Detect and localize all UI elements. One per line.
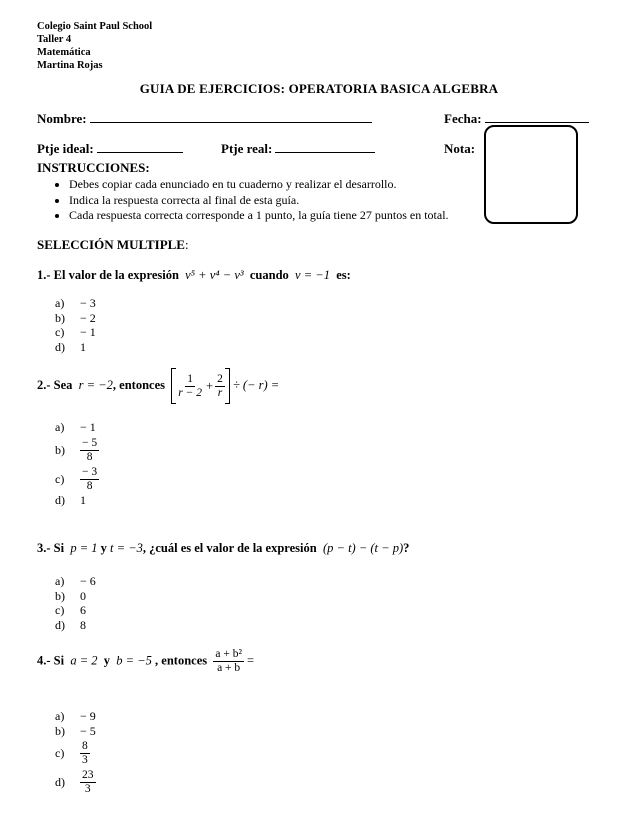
q1-expression: v⁵ + v⁴ − v³	[185, 268, 244, 282]
nombre-label: Nombre:	[37, 111, 87, 126]
q3-expression: (p − t) − (t − p)	[322, 541, 404, 555]
page-title: GUIA DE EJERCICIOS: OPERATORIA BASICA ALGEBRA	[139, 81, 499, 96]
option-a[interactable]: a) − 6	[55, 574, 96, 588]
option-a[interactable]: a) − 3	[55, 296, 96, 310]
fecha-blank	[485, 112, 589, 123]
question-1: 1.- El valor de la expresión v⁵ + v⁴ − v³ cuando v = −1 es:	[37, 268, 351, 282]
subject-label: Matemática	[37, 47, 91, 58]
option-a[interactable]: a) − 9	[55, 709, 96, 723]
q2-options	[55, 420, 99, 507]
ptje-real-field	[221, 141, 375, 157]
option-b[interactable]: b) − 5	[55, 723, 96, 738]
q4-options	[55, 709, 96, 796]
q2-tail: ÷ (− r) =	[232, 377, 280, 392]
ptje-real-blank	[275, 142, 375, 153]
option-b-fraction: $\frac{- 5}{8}$	[82, 436, 98, 463]
taller-label: Taller 4	[37, 34, 72, 45]
school-name: Colegio Saint Paul School	[37, 21, 153, 32]
option-c[interactable]: c) $\frac{8}{3}$	[55, 740, 88, 766]
q4-condition-1: a = 2	[70, 653, 98, 668]
option-d-fraction: $\frac{23}{3}$	[82, 769, 94, 795]
option-c[interactable]: c) − 1	[55, 325, 96, 339]
question-3: 3.- Si p = 1 y t = −3, ¿cuál es el valor de la expresión (p − t) − (t − p)?	[37, 541, 410, 555]
q3-condition-2: t = −3	[110, 541, 143, 555]
instruction-item: • Debes copiar cada enunciado en tu cuaderno y realizar el desarrollo.	[69, 177, 549, 193]
section-heading: SELECCIÓN MULTIPLE:	[37, 237, 189, 252]
ptje-real-label: Ptje real:	[221, 141, 273, 156]
question-4: 4.- Si a = 2 y b = −5 , entonces $\frac{\text{a + b²}}{a + b}$ =	[37, 648, 255, 674]
q3-condition-1: p = 1	[70, 541, 98, 555]
option-d[interactable]: d) $\frac{23}{3}$	[55, 769, 94, 795]
instruction-item: • Cada respuesta correcta corresponde a 1 punto, la guía tiene 27 puntos en total.	[69, 208, 549, 224]
instructions-list	[37, 177, 549, 224]
q2-condition: r = −2	[78, 377, 113, 392]
q4-fraction: $\frac{\text{a + b²}}{a + b}$	[215, 648, 242, 674]
option-b[interactable]: b) 0	[55, 588, 86, 603]
section-label: SELECCIÓN MULTIPLE	[37, 237, 185, 252]
q4-condition-2: b = −5	[116, 653, 152, 668]
nombre-blank	[90, 112, 372, 123]
instruction-item: • Indica la respuesta correcta al final de esta guía.	[69, 193, 549, 209]
nota-label: Nota:	[444, 141, 476, 156]
option-c[interactable]: c) $\frac{- 3}{8}$	[55, 465, 98, 492]
ptje-ideal-field	[37, 141, 183, 157]
ptje-ideal-label: Ptje ideal:	[37, 141, 94, 156]
option-c-fraction: $\frac{8}{3}$	[82, 740, 88, 766]
q2-fraction-2: $\frac{2}{r}$	[217, 372, 223, 399]
header-block	[37, 20, 152, 72]
q1-condition: v = −1	[295, 268, 330, 282]
question-2: 2.- Sea r = −2, entonces $\frac{1}{r - 2}$ + $\frac{2}{r}$ ÷ (− r) =	[37, 368, 279, 404]
option-a[interactable]: a) − 1	[55, 420, 96, 434]
option-b[interactable]: b) − 2	[55, 310, 96, 325]
option-c-fraction: $\frac{- 3}{8}$	[82, 465, 98, 492]
nombre-field	[37, 111, 372, 127]
q1-options	[55, 296, 96, 354]
instructions-heading: INSTRUCCIONES:	[37, 160, 150, 175]
option-b[interactable]: b) $\frac{- 5}{8}$	[55, 436, 98, 463]
q3-options	[55, 574, 96, 632]
option-d[interactable]: d) 1	[55, 339, 86, 354]
ptje-ideal-blank	[97, 142, 183, 153]
option-c[interactable]: c) 6	[55, 603, 86, 617]
q2-bracket-expression: $\frac{1}{r - 2}$ + $\frac{2}{r}$	[171, 368, 230, 404]
option-d[interactable]: d) 1	[55, 492, 86, 507]
option-d[interactable]: d) 8	[55, 617, 86, 632]
fecha-label: Fecha:	[444, 111, 482, 126]
teacher-name: Martina Rojas	[37, 60, 103, 71]
q2-fraction-1: $\frac{1}{r - 2}$	[178, 372, 202, 399]
